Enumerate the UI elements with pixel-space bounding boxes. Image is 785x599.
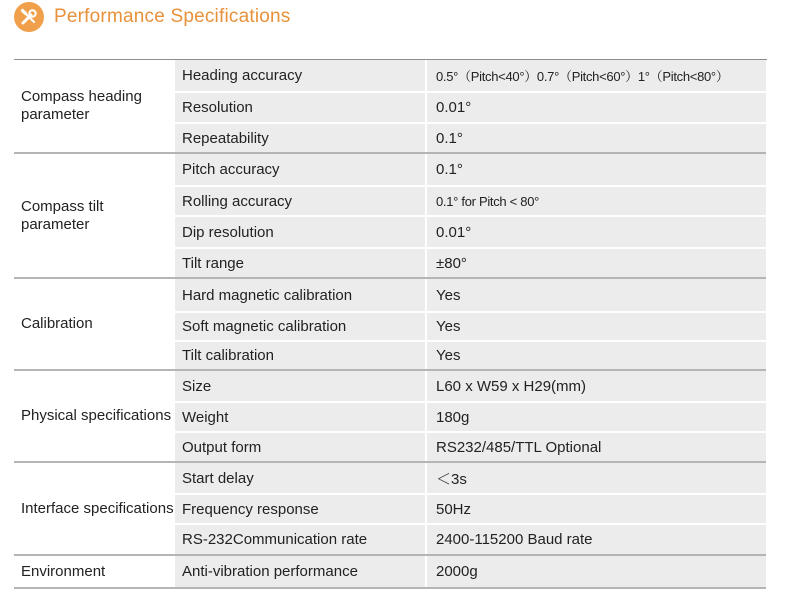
param-name: Start delay	[175, 463, 427, 493]
param-name: Size	[175, 371, 427, 401]
param-name: Rolling accuracy	[175, 187, 427, 215]
param-name: Weight	[175, 403, 427, 431]
spec-group	[14, 60, 766, 154]
section-header	[14, 0, 290, 34]
table-row	[175, 91, 766, 122]
param-value: Yes	[436, 318, 461, 335]
group-rows	[175, 279, 766, 369]
group-name: Interface specifications	[21, 499, 174, 517]
group-name: Physical specifications	[21, 407, 172, 424]
param-name: Dip resolution	[175, 217, 427, 247]
group-rows	[175, 371, 766, 461]
param-value: 2400-115200 Baud rate	[436, 531, 593, 548]
param-value: 0.1°	[436, 129, 463, 147]
table-row	[175, 311, 766, 340]
param-value: 0.01°	[436, 99, 472, 116]
table-row	[175, 279, 766, 311]
table-row	[175, 523, 766, 554]
table-row	[175, 340, 766, 369]
param-value: L60 x W59 x H29(mm)	[436, 377, 587, 395]
param-name: Resolution	[175, 93, 427, 122]
table-row	[175, 493, 766, 523]
spec-group	[14, 154, 766, 279]
param-name: Anti-vibration performance	[175, 556, 427, 587]
tools-icon	[14, 2, 44, 32]
table-row	[175, 431, 766, 461]
table-row	[175, 371, 766, 401]
spec-group	[14, 463, 766, 556]
group-rows	[175, 60, 766, 152]
param-name: Output form	[175, 433, 427, 461]
param-name: RS-232Communication rate	[175, 525, 427, 554]
param-value: 0.1° for Pitch < 80°	[436, 193, 540, 209]
group-name: Compass tilt parameter	[21, 197, 104, 233]
spec-group	[14, 279, 766, 371]
param-value: RS232/485/TTL Optional	[436, 438, 602, 456]
group-rows	[175, 556, 766, 587]
param-name: Heading accuracy	[175, 60, 427, 91]
param-name: Soft magnetic calibration	[175, 313, 427, 340]
page-title: Performance Specifications	[54, 6, 291, 27]
param-name: Repeatability	[175, 124, 427, 152]
group-name: Environment	[21, 562, 106, 580]
param-value: 50Hz	[436, 500, 472, 518]
param-name: Tilt range	[175, 249, 427, 277]
param-value: Yes	[436, 286, 461, 304]
spec-group	[14, 556, 766, 589]
param-value: 2000g	[436, 563, 478, 580]
table-row	[175, 215, 766, 247]
param-name: Hard magnetic calibration	[175, 279, 427, 311]
param-value: 180g	[436, 408, 470, 426]
table-row	[175, 556, 766, 587]
spec-group	[14, 371, 766, 463]
param-name: Tilt calibration	[175, 342, 427, 369]
table-row	[175, 463, 766, 493]
param-name: Pitch accuracy	[175, 154, 427, 185]
param-value: Yes	[436, 347, 461, 364]
group-rows	[175, 154, 766, 277]
param-value: 0.1°	[436, 161, 463, 178]
param-name: Frequency response	[175, 495, 427, 523]
group-name: Calibration	[21, 315, 93, 332]
table-row	[175, 122, 766, 152]
table-row	[175, 247, 766, 277]
group-rows	[175, 463, 766, 554]
param-value: 0.01°	[436, 223, 472, 241]
param-value: ±80°	[436, 254, 467, 272]
param-value: ＜3s	[436, 470, 467, 488]
param-value: 0.5°（Pitch<40°）0.7°（Pitch<60°）1°（Pitch<80°）	[436, 69, 729, 84]
table-row	[175, 60, 766, 91]
spec-table	[14, 60, 766, 589]
table-row	[175, 185, 766, 215]
table-row	[175, 154, 766, 185]
group-name: Compass heading parameter	[21, 88, 142, 123]
table-row	[175, 401, 766, 431]
